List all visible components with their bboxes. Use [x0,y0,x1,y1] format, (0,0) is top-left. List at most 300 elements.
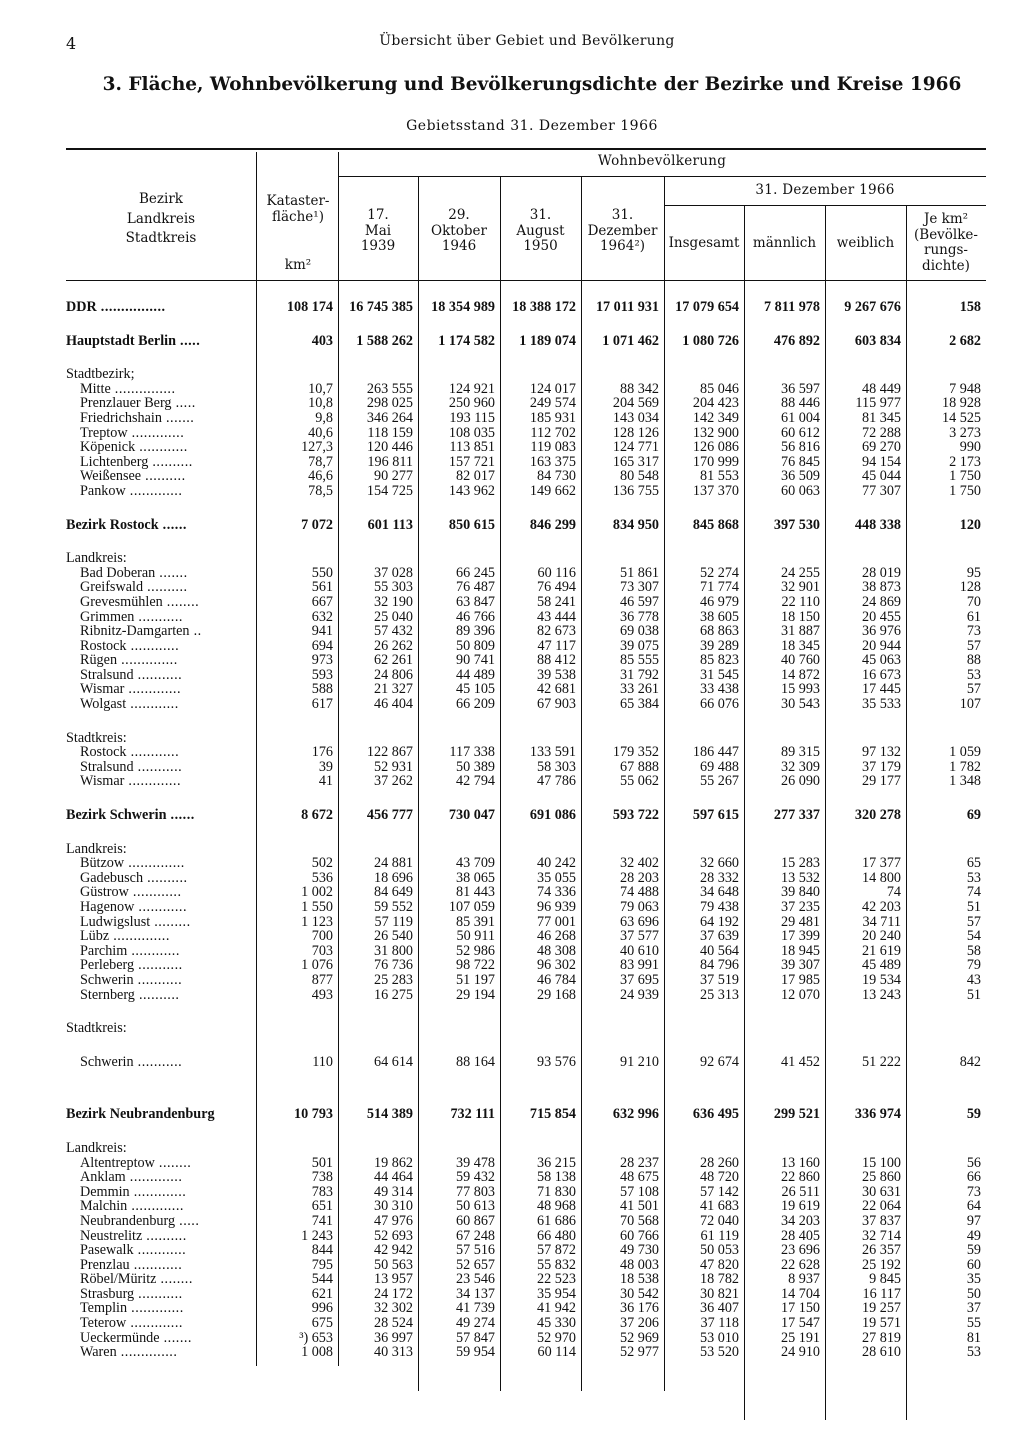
value-cell: 60 766 [619,1228,659,1244]
value-cell: 8 672 [301,808,333,823]
region-total-row [66,334,986,349]
value-cell: 60 063 [780,483,820,499]
value-cell: 16 745 385 [349,300,413,315]
value-cell: 55 832 [536,1257,576,1273]
value-cell: 30 821 [699,1286,739,1302]
value-cell: 67 903 [536,697,576,712]
table-row [66,610,986,625]
row-label-text: Altentreptow [80,1155,155,1171]
row-label-text: Landkreis: [66,1140,127,1156]
value-cell: 22 064 [861,1199,901,1214]
row-label [66,1021,986,1036]
value-cell: 24 939 [619,987,659,1003]
value-cell: 1 782 [949,759,981,775]
value-cell: 52 970 [536,1330,576,1346]
leader-dots: ............ [134,900,187,915]
value-cell: 90 741 [455,653,495,668]
row-label-text: Schwerin [80,972,134,988]
table-row [66,1301,986,1316]
leader-dots: .............. [124,856,185,871]
table-row [66,426,986,441]
value-cell: 14 525 [941,410,981,426]
header-1964-l2: Dezember [587,222,658,239]
value-cell: 877 [311,972,333,988]
row-label-text: Pankow [80,483,126,499]
header-wohnbevoelkerung: Wohnbevölkerung [597,153,727,169]
value-cell: 32 309 [780,759,820,775]
row-label-text: Bezirk Rostock [66,517,159,533]
value-cell: 783 [311,1184,333,1200]
spacer-cell [66,712,986,731]
value-cell: 277 337 [773,808,820,823]
value-cell: 29 194 [455,987,495,1003]
value-cell: 65 [966,856,981,871]
value-cell: 795 [311,1257,333,1273]
value-cell: 98 722 [455,958,495,973]
value-cell: 47 786 [536,774,576,790]
value-cell: 63 847 [455,594,495,610]
header-kataster-line1: Kataster- [266,193,330,209]
value-cell: 502 [311,856,333,871]
value-cell: 110 [312,1054,333,1070]
value-cell: 29 168 [536,987,576,1003]
value-cell: 84 649 [373,885,413,900]
header-1964-l1: 31. [611,207,634,223]
value-cell: 53 [966,1345,981,1360]
value-cell: 51 861 [619,565,659,581]
row-label [66,396,256,411]
spacer-row [66,1036,986,1055]
value-cell: 24 910 [780,1345,820,1360]
header-dichte-l1: Je km² [923,211,969,227]
leader-dots: ............ [126,638,180,654]
value-cell: 46 979 [699,594,739,610]
value-cell: 85 391 [455,914,495,930]
value-cell: 64 614 [373,1054,413,1070]
row-label [66,774,256,789]
value-cell: 25 860 [861,1170,901,1185]
value-cell: 845 868 [692,517,739,533]
value-cell: 651 [311,1199,333,1214]
value-cell: 12 070 [780,987,820,1003]
value-cell: 26 357 [861,1243,901,1258]
leader-dots: ............ [135,440,188,455]
value-cell: 81 553 [699,469,739,484]
value-cell: 17 985 [780,972,820,988]
table-row [66,1214,986,1229]
value-cell: 48 449 [861,381,901,397]
header-km2: km² [284,257,312,273]
value-cell: 60 [966,1257,981,1273]
value-cell: 43 [966,972,981,988]
row-label [66,624,256,639]
row-label-text: Bezirk Schwerin [66,808,167,823]
row-label [66,1301,256,1316]
wohn-rule [338,176,986,177]
value-cell: 69 [966,808,981,823]
value-cell: 22 860 [780,1170,820,1185]
value-cell: 45 105 [455,682,495,698]
value-cell: 115 977 [855,396,901,411]
value-cell: 37 837 [861,1213,901,1229]
leader-dots: .......... [143,580,188,595]
header-1939 [338,208,418,255]
row-label [66,1170,256,1185]
spacer-row [66,823,986,842]
table-row [66,396,986,411]
running-head: Übersicht über Gebiet und Bevölkerung [379,33,675,49]
value-cell: 88 446 [780,396,820,411]
header-kataster-line2: fläche¹) [272,208,324,225]
value-cell: 603 834 [854,333,901,349]
row-label-text: Demmin [80,1184,130,1200]
value-cell: 60 612 [780,425,820,441]
page-number: 4 [66,34,77,53]
row-label-text: Röbel/Müritz [80,1272,157,1287]
value-cell: 28 203 [619,870,659,886]
row-label-text: DDR [66,300,97,315]
value-cell: 31 887 [780,624,820,639]
row-label [66,1156,256,1171]
value-cell: 81 443 [455,885,495,900]
row-label [66,1199,256,1214]
value-cell: 28 524 [373,1316,413,1331]
row-label-text: Gadebusch [80,870,144,886]
leader-dots: ........... [134,609,183,625]
value-cell: 13 243 [861,987,901,1003]
value-cell: 113 851 [449,440,495,455]
row-label [66,929,256,944]
value-cell: 193 115 [449,410,495,426]
value-cell: 24 806 [373,667,413,683]
spacer-row [66,1088,986,1107]
leader-dots: ...... [166,808,195,823]
row-label-text: Greifswald [80,580,144,595]
header-1939-l2: Mai [364,222,392,239]
header-1950-l1: 31. [529,207,552,223]
spacer-row [66,348,986,367]
value-cell: 53 010 [699,1330,739,1346]
row-label [66,856,256,871]
row-label-text: Rügen [80,653,118,668]
value-cell: 41 501 [619,1199,659,1214]
value-cell: 85 555 [619,653,659,668]
value-cell: 730 047 [448,808,495,823]
value-cell: 397 530 [773,517,820,533]
row-label-text: Prenzlau [80,1257,130,1273]
value-cell: 588 [311,682,333,698]
value-cell: 32 714 [861,1228,901,1244]
row-label [66,1185,256,1200]
row-label [66,760,256,775]
row-label-text: Perleberg [80,958,135,973]
value-cell: 79 063 [619,900,659,915]
value-cell: 61 686 [536,1213,576,1229]
value-cell: 39 840 [780,885,820,900]
value-cell: 137 370 [692,483,739,499]
value-cell: 38 065 [455,870,495,886]
row-label-text: Grimmen [80,609,135,625]
value-cell: 69 038 [619,624,659,639]
leader-dots: ........... [133,759,183,775]
value-cell: 46,6 [308,469,333,484]
value-cell: 163 375 [529,454,576,470]
value-cell: 52 693 [373,1228,413,1244]
value-cell: 40 610 [619,943,659,959]
value-cell: 157 721 [448,454,495,470]
value-cell: 59 [966,1107,981,1122]
row-label [66,469,256,484]
header-1964-l3: 1964²) [599,238,646,254]
value-cell: 514 389 [366,1107,413,1122]
value-cell: 24 881 [373,856,413,871]
value-cell: 52 931 [373,759,413,775]
value-cell: 79 [966,958,981,973]
value-cell: 493 [311,987,333,1003]
value-cell: 1 174 582 [438,333,495,349]
value-cell: 60 114 [537,1345,576,1360]
value-cell: 37 262 [373,774,413,790]
value-cell: 25 040 [373,609,413,625]
value-cell: 47 117 [537,638,576,654]
value-cell: 84 730 [536,469,576,484]
value-cell: 40 760 [780,653,820,668]
table-row [66,988,986,1003]
table-row [66,1345,986,1360]
leader-dots: .......... [142,1228,187,1244]
table-row [66,1258,986,1273]
value-cell: 37 118 [700,1316,739,1331]
value-cell: 93 576 [536,1054,576,1070]
table-row [66,944,986,959]
value-cell: 46 597 [619,594,659,610]
row-label-text: Landkreis: [66,551,127,566]
leader-dots: ........... [133,667,183,683]
value-cell: 346 264 [366,410,413,426]
leader-dots: ................ [96,300,166,315]
row-label-text: Friedrichshain [80,410,162,426]
table-row [66,566,986,581]
value-cell: 51 [966,900,981,915]
value-cell: 49 730 [619,1243,659,1258]
section-heading-row [66,842,986,857]
region-total-row [66,518,986,533]
value-cell: 57 [966,638,981,654]
value-cell: 128 [959,580,981,595]
value-cell: 41 739 [455,1301,495,1317]
value-cell: 601 113 [367,517,413,533]
value-cell: 19 619 [780,1199,820,1214]
page-title: 3. Fläche, Wohnbevölkerung und Bevölkerungsdichte der Bezirke und Kreise 1966 [102,74,962,95]
leader-dots: ........... [134,958,183,973]
leader-dots: ........ [162,594,200,610]
value-cell: 39 075 [619,638,659,654]
value-cell: 700 [311,929,333,944]
value-cell: 57 [966,914,981,930]
value-cell: 127,3 [301,440,333,455]
value-cell: 51 [966,987,981,1003]
value-cell: 124 921 [448,381,495,397]
value-cell: 36 997 [373,1330,413,1346]
value-cell: 16 275 [373,987,413,1003]
value-cell: 31 800 [373,943,413,959]
row-label [66,745,256,760]
table-row [66,624,986,639]
row-label [66,842,986,857]
value-cell: 7 948 [949,381,981,397]
table-row [66,885,986,900]
value-cell: 39 [318,759,333,775]
value-cell: 57 872 [536,1243,576,1258]
value-cell: 78,7 [308,454,333,470]
value-cell: 186 447 [692,745,739,760]
value-cell: 299 521 [773,1107,820,1122]
value-cell: 14 872 [780,667,820,683]
value-cell: 1 348 [949,774,981,790]
row-label-text: Treptow [80,425,128,441]
value-cell: 57 847 [455,1330,495,1346]
value-cell: 25 313 [699,987,739,1003]
row-label [66,900,256,915]
leader-dots: .............. [116,1345,178,1360]
section-heading-row [66,551,986,566]
table-row [66,1185,986,1200]
row-label-text: Grevesmühlen [80,594,163,610]
value-cell: 72 040 [699,1213,739,1229]
value-cell: 51 197 [455,972,495,988]
value-cell: 14 800 [861,870,901,886]
table-row [66,580,986,595]
value-cell: 36 407 [699,1301,739,1317]
value-cell: 89 396 [455,624,495,639]
value-cell: 448 338 [854,517,901,533]
value-cell: 71 774 [699,580,739,595]
row-label-text: Prenzlauer Berg [80,396,172,411]
value-cell: 37 [966,1301,981,1317]
value-cell: 84 796 [699,958,739,973]
value-cell: 16 673 [861,667,901,683]
value-cell: 22 523 [536,1272,576,1287]
header-maennlich: männlich [752,235,817,251]
leader-dots: ............. [124,682,181,698]
value-cell: 42 794 [455,774,495,790]
value-cell: 41 683 [699,1199,739,1214]
value-cell: 73 [966,624,981,639]
value-cell: 22 110 [781,594,820,610]
value-cell: 95 [966,565,981,581]
table-row [66,455,986,470]
leader-dots: ............ [129,1257,183,1273]
value-cell: 170 999 [692,454,739,470]
value-cell: 133 591 [529,745,576,760]
row-label [66,440,256,455]
leader-dots: ..... [175,333,201,349]
value-cell: 83 991 [619,958,659,973]
value-cell: 1 076 [301,958,333,973]
value-cell: 56 816 [780,440,820,455]
row-label [66,944,256,959]
spacer-row [66,499,986,518]
row-label-text: Rostock [80,638,127,654]
leader-dots: ...... [158,517,187,533]
value-cell: 320 278 [854,808,901,823]
value-cell: 32 660 [699,856,739,871]
header-insgesamt: Insgesamt [668,235,740,251]
table-row [66,1170,986,1185]
table-row [66,1287,986,1302]
value-cell: 32 901 [780,580,820,595]
value-cell: 46 404 [373,697,413,712]
value-cell: 850 615 [448,517,495,533]
value-cell: 846 299 [529,517,576,533]
row-label [66,382,256,397]
value-cell: 46 766 [455,609,495,625]
value-cell: 107 059 [448,900,495,915]
value-cell: 59 954 [455,1345,495,1360]
value-cell: 667 [311,594,333,610]
value-cell: 48 720 [699,1170,739,1185]
value-cell: 158 [959,300,981,315]
spacer-cell [66,1122,986,1141]
value-cell: 18 150 [780,609,820,625]
table-row [66,484,986,499]
value-cell: 715 854 [529,1107,576,1122]
row-label [66,973,256,988]
row-label [66,731,986,746]
row-label-text: Parchim [80,943,128,959]
value-cell: 16 117 [862,1286,901,1302]
value-cell: 56 [966,1155,981,1171]
row-label-text: Hauptstadt Berlin [66,333,176,349]
value-cell: 55 267 [699,774,739,790]
row-label [66,426,256,441]
spacer-cell [66,823,986,842]
value-cell: 149 662 [529,483,576,499]
value-cell: 941 [311,624,333,639]
header-bottom-rule [66,280,986,281]
value-cell: 37 639 [699,929,739,944]
table-row [66,668,986,683]
value-cell: 46 268 [536,929,576,944]
value-cell: 30 543 [780,697,820,712]
value-cell: 15 100 [861,1155,901,1171]
spacer-row [66,789,986,808]
header-stadtkreis: Stadtkreis [125,230,197,246]
row-label [66,653,256,668]
value-cell: 39 478 [455,1155,495,1171]
value-cell: 15 993 [780,682,820,698]
value-cell: 76 736 [373,958,413,973]
value-cell: 617 [311,697,333,712]
header-1946 [418,208,500,255]
value-cell: 42 681 [536,682,576,698]
value-cell: 249 574 [529,396,576,411]
value-cell: 59 552 [373,900,413,915]
value-cell: 52 969 [619,1330,659,1346]
table-row [66,929,986,944]
value-cell: 44 464 [373,1170,413,1185]
row-label-text: Güstrow [80,885,129,900]
row-label-text: Pasewalk [80,1243,134,1258]
row-label [66,411,256,426]
value-cell: 19 862 [373,1155,413,1171]
value-cell: 27 819 [861,1330,901,1346]
row-label-text: Stadtkreis: [66,1021,127,1036]
value-cell: 50 053 [699,1243,739,1258]
value-cell: 32 402 [619,856,659,871]
row-label-text: Bützow [80,856,125,871]
value-cell: 298 025 [366,396,413,411]
